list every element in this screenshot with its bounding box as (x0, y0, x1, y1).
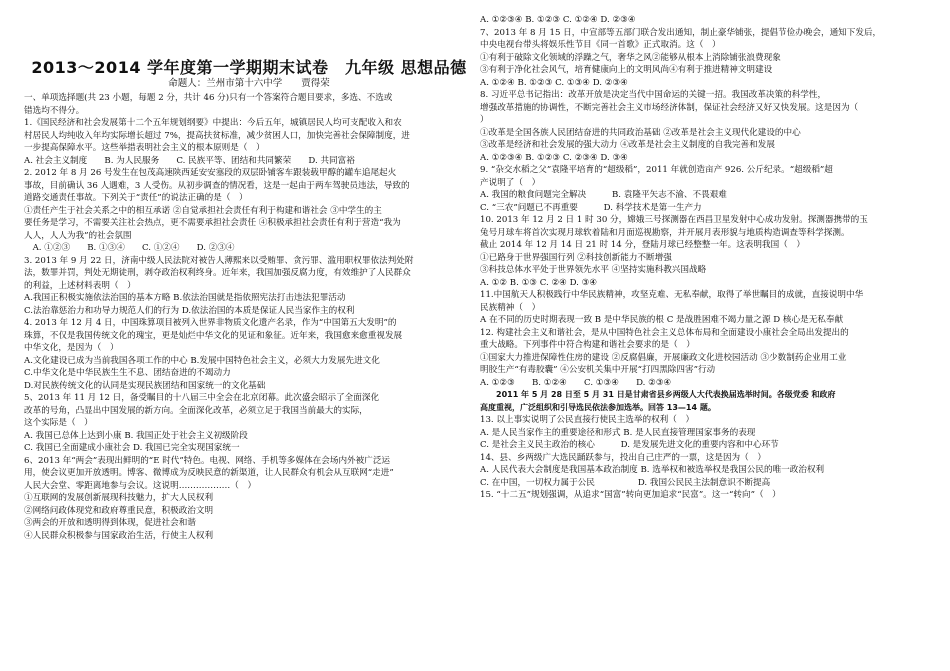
text-line: 中央电视台带头将娱乐性节目《同一首歌》正式取消。这（ ） (480, 40, 721, 50)
text-line: A. ①②③ B. ①③④ C. ①②④ D. ②③④ (24, 243, 235, 253)
text-line: A 在不同的历史时期表现一致 B 是中华民族的根 C 是战胜困难不竭力量之源 D 核心是无私奉献 (480, 315, 844, 325)
right-column (480, 14, 930, 502)
text-line: 一、单项选择题(共 23 小题，每题 2 分，共计 46 分)只有一个答案符合题目要求，多选、不选或 (24, 93, 393, 103)
text-line: 1.《国民经济和社会发展第十二个五年规划纲要》中提出：今后五年，城镇居民人均可支配收入和农 (24, 118, 402, 128)
text-line: ①互联网的发展创新展现科技魅力，扩大人民权利 (24, 493, 214, 503)
text-line: ①国家大力推进保障性住房的建设 ②反腐倡廉，开展廉政文化进校园活动 ③少数制药企业用工业 (480, 352, 847, 363)
text-line: 2011 年 5 月 28 日至 5 月 31 日是甘肃省县乡两级人大代表换届选举时间。各级党委 和政府 (480, 390, 836, 399)
text-line: ①改革是全国各族人民团结奋进的共同政治基础 ②改革是社会主义现代化建设的中心 (480, 127, 801, 138)
text-line: 道路交通责任事故。下列关于“责任”的说法正确的是（ ） (24, 193, 248, 203)
text-line: 4. 2013 年 12 月 4 日，中国珠算项目被列入世界非物质文化遗产名录，作为“中国第五大发明”的 (24, 318, 397, 328)
text-line: A.我国正积极实施依法治国的基本方略 B.依法治国就是指依照宪法打击违法犯罪活动 (24, 293, 346, 303)
text-line: 12. 构建社会主义和谐社会，是从中国特色社会主义总体布局和全面建设小康社会全局出发提出的 (480, 327, 849, 338)
text-line: A. 人民代表大会制度是我国基本政治制度 B. 选举权和被选举权是我国公民的唯一政治权利 (480, 465, 825, 475)
text-line: 用，使会议更加开放透明。博客、微博成为反映民意的新渠道，让人民群众有机会从互联网“走进” (24, 468, 394, 478)
text-line: 15. “十二五”规划强调，从追求“国富”转向更加追求“民富”。这一“转向”（ ） (480, 490, 781, 500)
text-line: 6、2013 年“两会”表现出鲜明的“E 时代”特色。电视、网络、手机等多媒体在会场内外被广泛运 (24, 455, 391, 466)
text-line: C.法治靠惩治力和功导力规范人们的行为 D.依法治国的本质是保证人民当家作主的权利 (24, 305, 355, 316)
text-line: A. 是人民当家作主的重要途径和形式 B. 是人民直接管理国家事务的表现 (480, 427, 756, 438)
text-line: C.中华文化是中华民族生生不息、团结奋进的不竭动力 (24, 368, 231, 378)
text-line: 要任务是学习，不需要关注社会热点，更不需要承担社会责任 ④积极承担社会责任有利于营造“我为 (24, 218, 401, 228)
text-line: 事故，目前确认 36 人遇难，3 人受伤。从初步调查的情况看，这是一起由于两车驾驶员违法，导致的 (24, 180, 410, 191)
text-line: 增强改革措施的协调性，不断完善社会主义市场经济体制，保证社会经济又好又快发展。这是因为（ (480, 102, 859, 113)
text-line: 人人，人人为我”的社会氛围 (24, 230, 132, 241)
text-line: D.对民族传统文化的认同是实现民族团结和国家统一的文化基础 (24, 380, 266, 391)
text-line: A.文化建设已成为当前我国各项工作的中心 B.发展中国特色社会主义，必须大力发展先进文化 (24, 355, 380, 366)
text-line: 法，数罪并罚，判处无期徒刑，剥夺政治权利终身。近年来，我国加强反腐力度，有效维护了人民群众 (24, 268, 411, 278)
text-line: C. 是社会主义民主政治的核心 D. 是发展先进文化的重要内容和中心环节 (480, 440, 779, 450)
text-line: ②网络问政体现党和政府尊重民意，积极政治文明 (24, 505, 214, 516)
text-line: 人民大会堂、零距离地参与会议。这说明………………（ ） (24, 480, 257, 491)
text-line: 8. 习近平总书记指出：改革开放是决定当代中国命运的关键一招。我国改革决策的科学性， (480, 90, 827, 100)
text-line: A. ①②③④ B. ①②③ C. ①②④ D. ②③④ (480, 15, 636, 25)
text-line: ①责任产生于社会关系之中的相互承诺 ②自觉承担社会责任有利于构建和谐社会 ③中学生的主 (24, 205, 382, 216)
text-line: ③两会的开放和透明得到体现，促进社会和谐 (24, 518, 196, 528)
text-line: A. 我国已总体上达到小康 B. 我国正处于社会主义初级阶段 (24, 430, 248, 441)
text-line: 民族精神（ ） (480, 302, 541, 313)
text-line: 这个实际是（ ） (24, 418, 93, 428)
exam-title: 2013～2014 学年度第一学期期末试卷 九年级 思想品德 (31, 58, 467, 77)
text-line: 3. 2013 年 9 月 22 日，济南中级人民法院对被告人薄熙来以受贿罪、贪污罪、滥用职权罪依法判处附 (24, 255, 414, 266)
text-line: 9. “杂交水稻之父”袁隆平培育的“超级稻”，2011 年就创造亩产 926. 公斤纪录。“超级稻”超 (480, 165, 833, 175)
text-line: A. ①②④ B. ①②③ C. ①③④ D. ②③④ (480, 77, 628, 88)
text-line: C. “三农”问题已不再重要 D. 科学技术是第一生产力 (480, 202, 702, 213)
text-line: 中华文化，是因为（ ） (24, 343, 119, 353)
text-line: 14、县、乡两级广大选民踊跃参与，投出自己庄严的一票，这是因为（ ） (480, 452, 766, 463)
text-line: 高度重视，广泛组织和引导选民依法参加选举。回答 13—14 题。 (480, 402, 716, 412)
text-line: ③改革是经济和社会发展的强大动力 ④改革是社会主义制度的自我完善和发展 (480, 140, 775, 150)
right-question-list (480, 14, 930, 502)
left-column (24, 0, 474, 542)
text-line: 珠算，不仅是我国传统文化的瑰宝，更是灿烂中华文化的见证和象征。近年来，我国愈来愈重视发展 (24, 330, 403, 341)
text-line: ①已路身于世界强国行列 ②科技创新能力不断增强 (480, 252, 672, 263)
exam-author: 命题人：兰州市第十六中学 贾得荣 (168, 77, 330, 89)
text-line: A. 社会主义制度 B. 为人民服务 C. 民族平等、团结和共同繁荣 D. 共同富裕 (24, 155, 355, 166)
text-line: 产说明了（ ） (480, 177, 541, 188)
text-line: 兔号月球车将首次实现月球软着陆和月面巡视勘察，并开展月表形貌与地质构造调查等科学探测。 (480, 227, 850, 238)
text-line: 改革的号角，凸显出中国发展的新方向。全面深化改革，必须立足于我国当前最大的实际， (24, 405, 368, 416)
text-line: A. ①②③④ B. ①②③ C. ②③④ D. ③④ (480, 152, 628, 163)
text-line: 的利益，上述材料表明（ ） (24, 280, 136, 291)
text-line: A. ①②③ B. ①②④ C. ①③④ D. ②③④ (480, 377, 672, 388)
text-line: 重大战略。下列事件中符合构建和谐社会要求的是（ ） (480, 340, 695, 350)
text-line: ③有利于净化社会风气，培育健康向上的文明风尚④有利于推进精神文明建设 (480, 65, 773, 75)
text-line: C. 我国已全面建成小康社会 D. 我国已完全实现国家统一 (24, 443, 240, 453)
text-line: ①有利于破除文化领域的浮躁之气，奢华之风②能够从根本上消除铺张浪费现象 (480, 52, 781, 63)
text-line: 7、2013 年 8 月 15 日，中宣部等五部门联合发出通知，制止豪华铺张，提倡节俭办晚会，通知下发后， (480, 27, 882, 38)
text-line: ③科技总体水平处于世界领先水平 ④坚持实施科教兴国战略 (480, 265, 707, 275)
text-line: ④人民群众积极参与国家政治生活，行使主人权利 (24, 530, 214, 541)
text-line: 5、2013 年 11 月 12 日，备受瞩目的十八届三中全会在北京闭幕。此次盛会昭示了全面深化 (24, 393, 380, 403)
text-line: 2. 2012 年 8 月 26 号发生在包茂高速陕西延安安塞段的双层卧铺客车跟装载甲醇的罐车追尾起火 (24, 168, 397, 178)
text-line: 一步提高保障水平。这些举措表明社会主义的根本原则是（ ） (24, 143, 265, 153)
text-line: A. 我国的粮食问题完全解决 B. 袁隆平矢志不渝、不畏艰难 (480, 190, 727, 200)
text-line: 10. 2013 年 12 月 2 日 1 时 30 分，嫦娥三号探测器在西昌卫星发射中心成功发射。探测器携带的玉 (480, 215, 868, 225)
text-line: 11.中国航天人积极践行中华民族精神，攻坚克难、无私奉献，取得了举世瞩目的成就，直接说明中华 (480, 290, 864, 300)
text-line: ） (480, 115, 489, 125)
text-line: 13. 以上事实说明了公民直接行使民主选举的权利（ ） (480, 415, 695, 425)
text-line: 错选均不得分。 (24, 105, 85, 116)
text-line: 明胶生产“有毒胶囊” ④公安机关集中开展“打四黑除四害”行动 (480, 365, 716, 375)
text-line: C. 在中国，一切权力属于公民 D. 我国公民民主法制意识不断提高 (480, 477, 771, 488)
left-question-list (24, 92, 474, 542)
text-line: 村居民人均纯收入年均实际增长超过 7%，提高扶贫标准，减少贫困人口，加快完善社会保障制度，进 (24, 130, 410, 141)
text-line: 截止 2014 年 12 月 14 日 21 时 14 分，登陆月球已经整整一年。这表明我国（ ） (480, 240, 805, 250)
text-line: A. ①② B. ①③ C. ②④ D. ③④ (480, 277, 598, 288)
